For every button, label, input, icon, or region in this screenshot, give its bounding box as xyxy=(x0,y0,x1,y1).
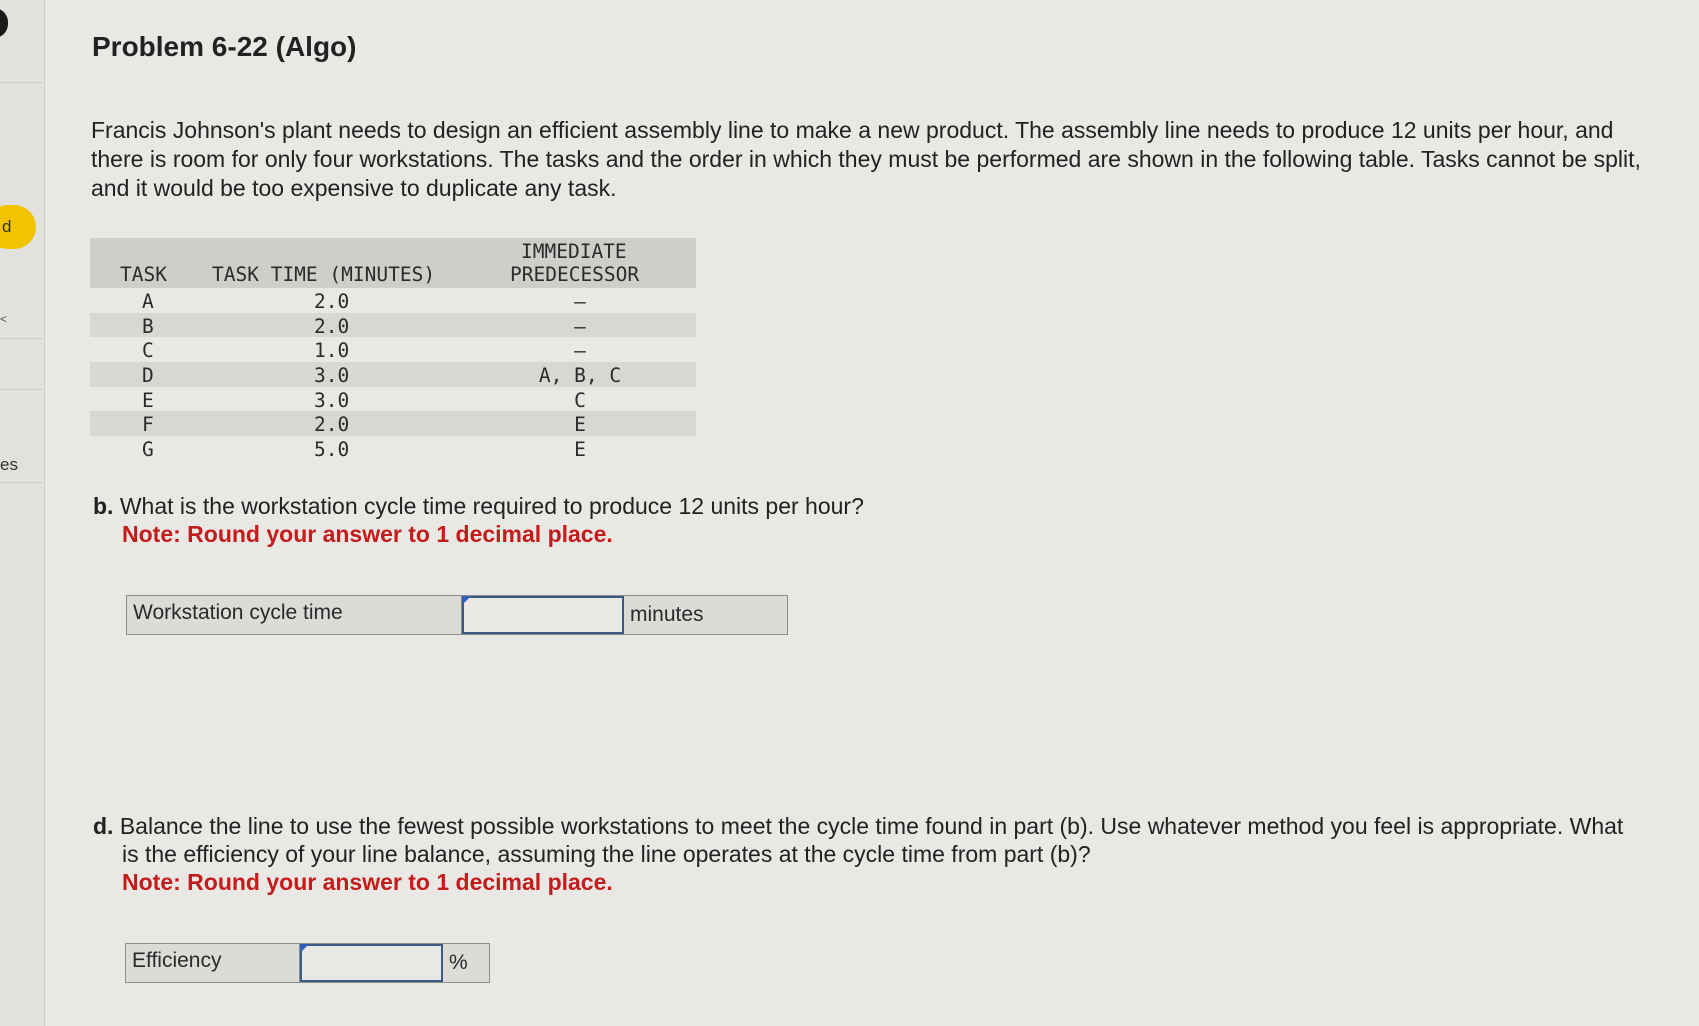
question-b-prompt: What is the workstation cycle time required to produce 12 units per hour? xyxy=(119,493,864,519)
table-row xyxy=(90,411,696,436)
cell-predecessor: C xyxy=(574,388,586,412)
sidebar-label[interactable]: es xyxy=(0,455,18,474)
table-row xyxy=(90,387,696,412)
question-b xyxy=(93,492,864,548)
cell-predecessor: – xyxy=(574,290,586,313)
cell-time: 5.0 xyxy=(314,438,350,462)
cell-predecessor: – xyxy=(574,314,586,338)
question-b-letter: b. xyxy=(93,493,114,519)
cell-task: D xyxy=(142,364,154,388)
sidebar-arrow-icon[interactable]: < xyxy=(0,312,8,326)
question-d-note: Note: Round your answer to 1 decimal place. xyxy=(122,869,613,895)
cell-predecessor: A, B, C xyxy=(538,364,622,388)
header-task: TASK xyxy=(120,263,167,286)
table-row xyxy=(90,313,696,338)
left-sidebar xyxy=(0,0,45,1026)
header-task-time: TASK TIME (MINUTES) xyxy=(212,263,436,286)
question-d-letter: d. xyxy=(93,813,114,839)
question-d-text xyxy=(93,812,1633,868)
question-b-text xyxy=(93,492,864,520)
cell-time: 2.0 xyxy=(314,413,350,437)
cell-time: 2.0 xyxy=(314,290,350,313)
cycle-time-input[interactable] xyxy=(464,598,622,632)
table-header xyxy=(90,238,696,288)
cycle-time-unit: minutes xyxy=(630,603,704,626)
cycle-time-label: Workstation cycle time xyxy=(127,596,462,634)
table-row xyxy=(90,288,696,313)
cell-task: F xyxy=(142,413,154,437)
sidebar-cell[interactable] xyxy=(0,339,43,390)
cell-task: G xyxy=(142,438,154,462)
sidebar-cell[interactable] xyxy=(0,0,43,83)
question-b-note: Note: Round your answer to 1 decimal place. xyxy=(122,521,613,547)
header-predecessor-line1: IMMEDIATE xyxy=(521,240,627,263)
cell-predecessor: – xyxy=(574,339,586,363)
table-row xyxy=(90,436,696,461)
efficiency-answer-row xyxy=(125,943,490,983)
cell-task: E xyxy=(142,388,154,412)
cell-predecessor: E xyxy=(574,438,586,462)
cell-time: 3.0 xyxy=(314,364,350,388)
page-title: Problem 6-22 (Algo) xyxy=(92,31,357,62)
efficiency-unit: % xyxy=(449,951,468,974)
efficiency-field[interactable] xyxy=(300,944,443,982)
question-d xyxy=(93,812,1633,896)
question-d-prompt: Balance the line to use the fewest possible workstations to meet the cycle time found in part (b). Use whatever method you feel is appropriate. What is the efficiency of your line balance, assuming the line operates at the cycle time from part (b)? xyxy=(119,813,1624,867)
efficiency-input[interactable] xyxy=(302,946,441,980)
task-table xyxy=(90,238,696,461)
header-predecessor-line2: PREDECESSOR xyxy=(510,263,640,286)
cell-task: C xyxy=(142,339,154,363)
efficiency-label: Efficiency xyxy=(126,944,300,982)
cell-time: 1.0 xyxy=(314,339,350,363)
table-row xyxy=(90,337,696,362)
cycle-time-field[interactable] xyxy=(462,596,624,634)
cell-time: 2.0 xyxy=(314,314,350,338)
cycle-time-answer-row xyxy=(126,595,788,635)
cell-task: B xyxy=(142,314,154,338)
table-row xyxy=(90,362,696,387)
sidebar-badge[interactable]: d xyxy=(0,205,36,249)
cell-time: 3.0 xyxy=(314,388,350,412)
cell-predecessor: E xyxy=(574,413,586,437)
cell-task: A xyxy=(142,290,154,313)
problem-intro: Francis Johnson's plant needs to design an efficient assembly line to make a new product. The assembly line needs to produce 12 units per hour, and there is room for only four workstations. The tasks and the order in which they must be performed are shown in the following table. Tasks cannot be split, and it would be too expensive to duplicate any task. xyxy=(91,117,1641,201)
